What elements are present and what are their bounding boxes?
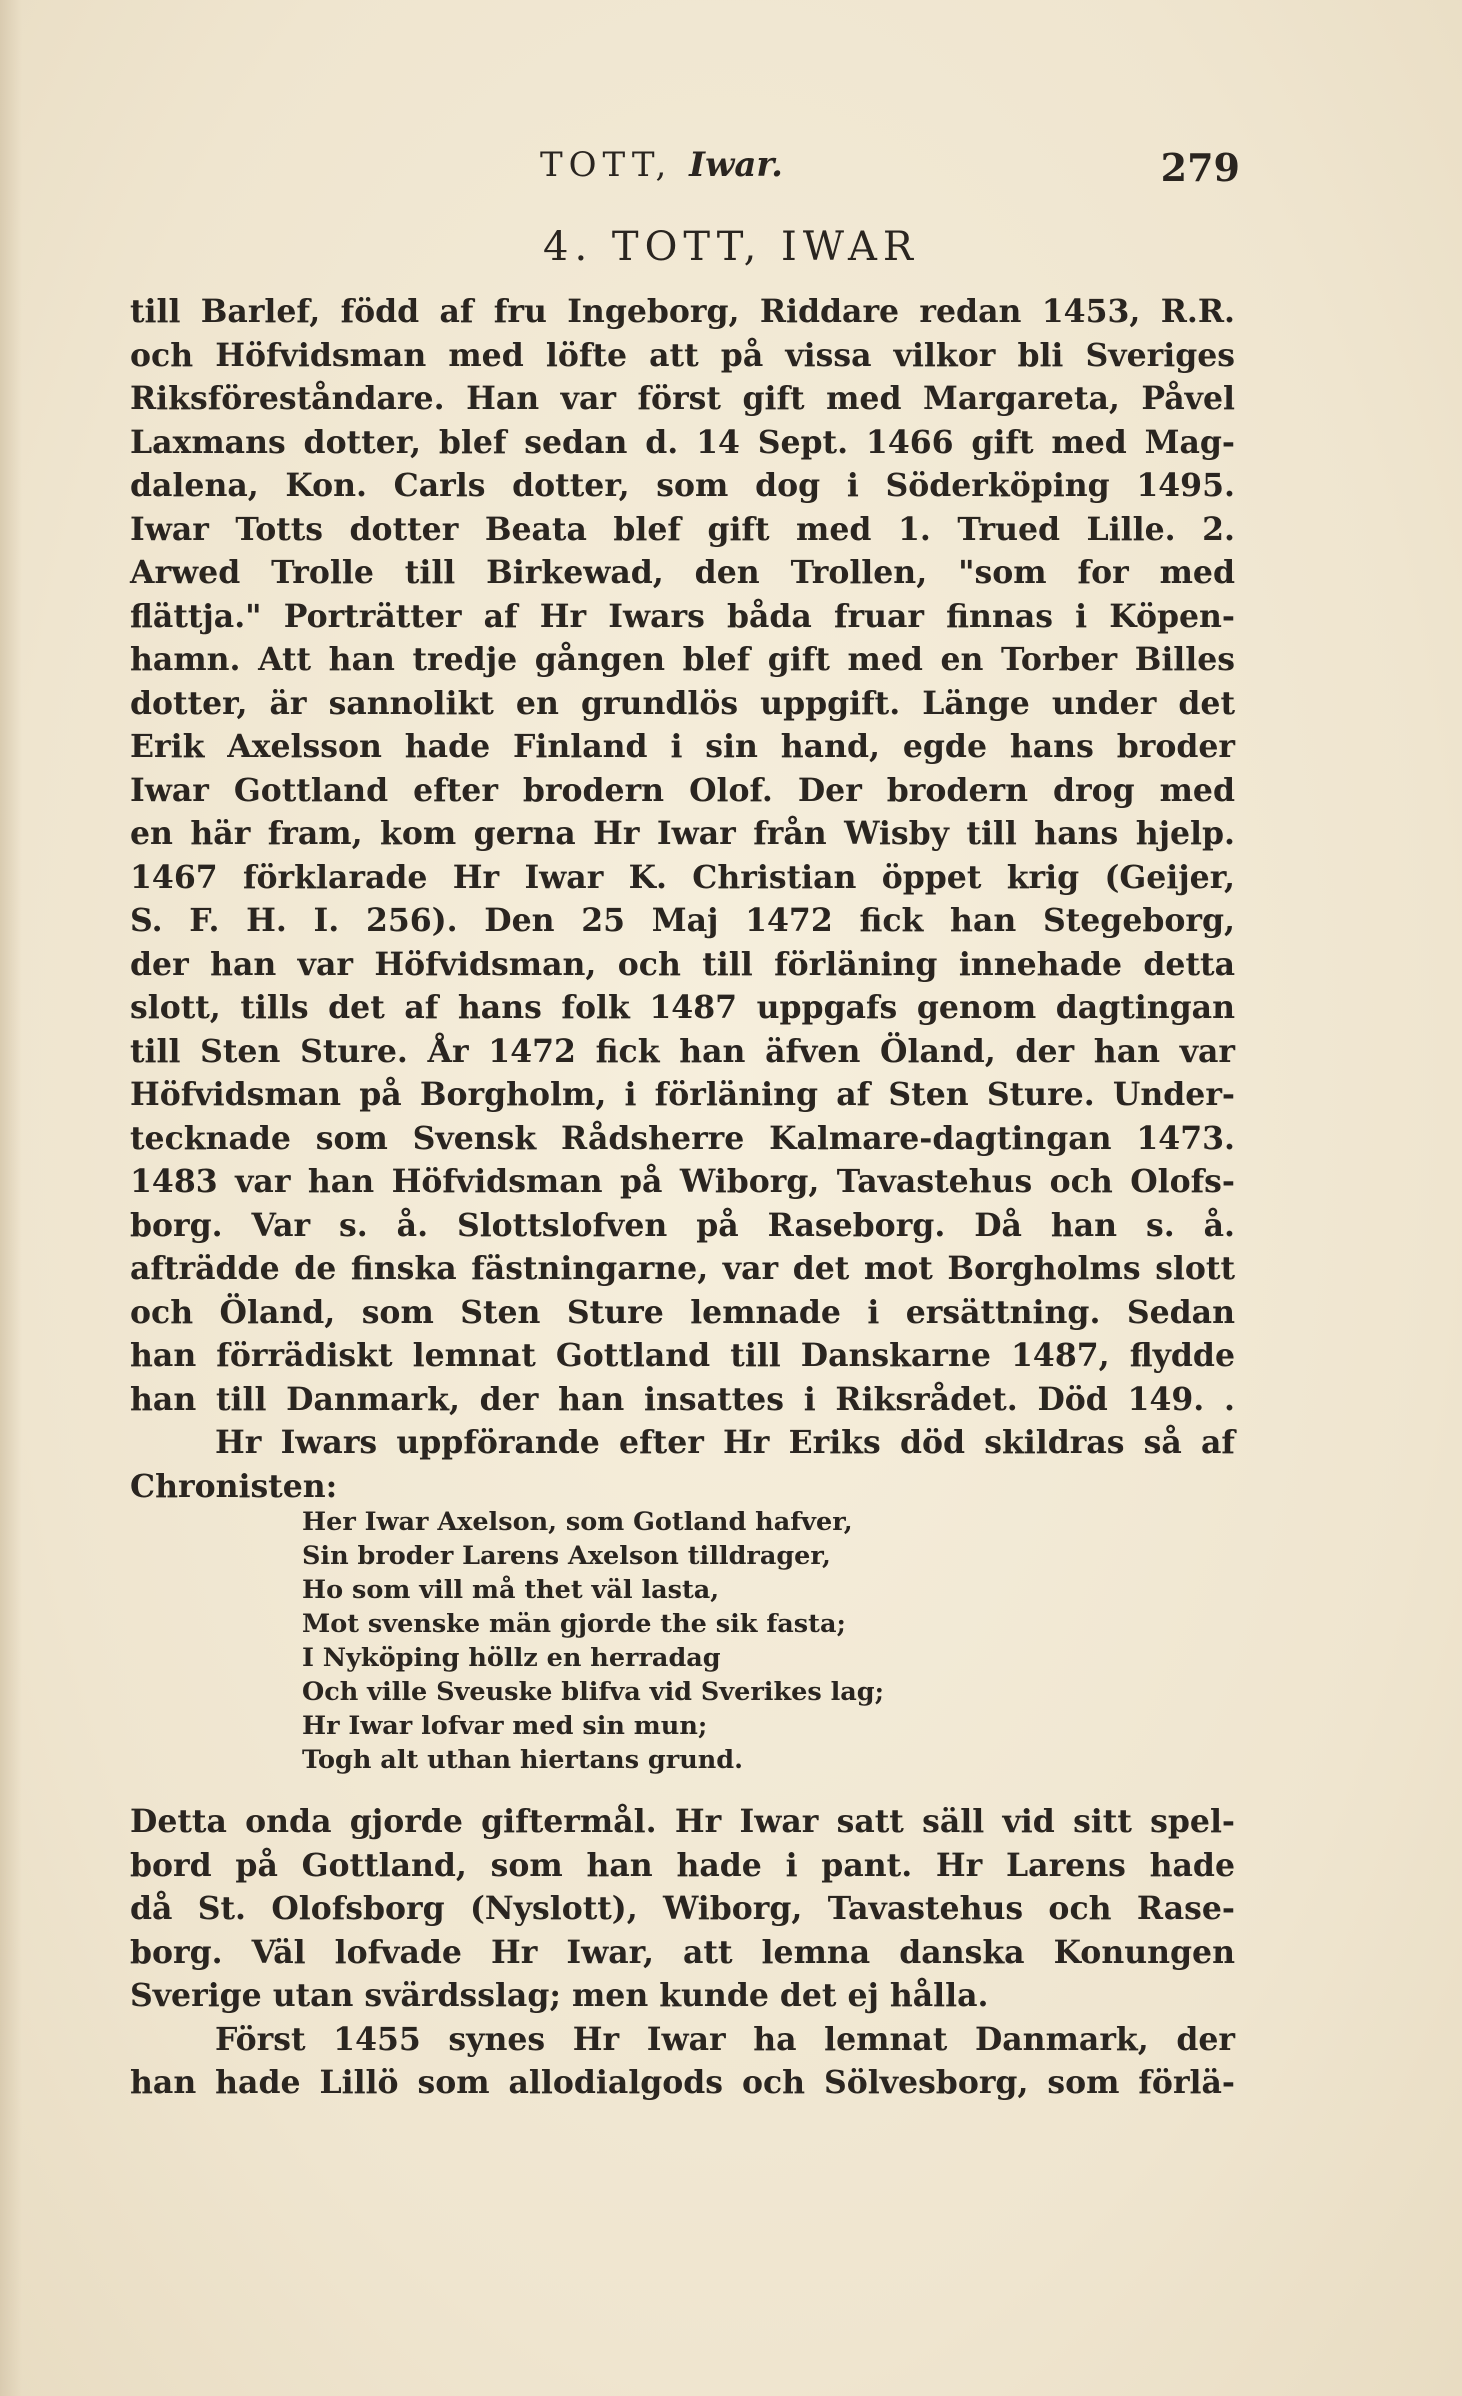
verse-line: Sin broder Larens Axelson tilldrager, [302, 1541, 831, 1571]
body-line: Erik Axelsson hade Finland i sin hand, egde hans broder [130, 728, 1235, 765]
verse-line: Togh alt uthan hiertans grund. [302, 1745, 743, 1775]
verse-line: Her Iwar Axelson, som Gotland hafver, [302, 1507, 853, 1537]
verse-line: Ho som vill må thet väl lasta, [302, 1575, 720, 1605]
body-line: Först 1455 synes Hr Iwar ha lemnat Danmark, der [215, 2020, 1235, 2058]
running-head-forename: Iwar. [689, 145, 784, 185]
verse-line: Och ville Sveuske blifva vid Sverikes lag; [302, 1677, 885, 1707]
body-line: der han var Höfvidsman, och till förläning innehade detta [130, 945, 1235, 983]
page-edge-shadow [0, 0, 22, 2396]
body-line: en här fram, kom gerna Hr Iwar från Wisby till hans hjelp. [130, 815, 1235, 852]
body-line: afträdde de finska fästningarne, var det mot Borgholms slott [130, 1250, 1235, 1287]
body-line: tecknade som Svensk Rådsherre Kalmare-dagtingan 1473. [130, 1119, 1235, 1157]
body-line: 1467 förklarade Hr Iwar K. Christian öppet krig (Geijer, [130, 858, 1235, 896]
body-line: han förrädiskt lemnat Gottland till Danskarne 1487, flydde [130, 1337, 1235, 1374]
body-line: Laxmans dotter, blef sedan d. 14 Sept. 1466 gift med Mag- [130, 423, 1235, 461]
body-line: han till Danmark, der han insattes i Riksrådet. Död 149. . [130, 1380, 1235, 1418]
body-line: och Öland, som Sten Sture lemnade i ersättning. Sedan [130, 1293, 1235, 1331]
body-line: flättja." Porträtter af Hr Iwars båda fruar finnas i Köpen- [130, 597, 1235, 635]
verse-line: I Nyköping höllz en herradag [302, 1643, 721, 1673]
body-line: Detta onda gjorde giftermål. Hr Iwar satt säll vid sitt spel- [130, 1803, 1235, 1840]
body-line: Sverige utan svärdsslag; men kunde det ej hålla. [130, 1977, 989, 2014]
body-line: Höfvidsman på Borgholm, i förläning af Sten Sture. Under- [130, 1076, 1235, 1113]
body-line: bord på Gottland, som han hade i pant. Hr Larens hade [130, 1846, 1235, 1884]
body-line: till Sten Sture. År 1472 fick han äfven Öland, der han var [130, 1032, 1235, 1070]
body-line: dotter, är sannolikt en grundlös uppgift. Länge under det [130, 684, 1235, 722]
body-line: då St. Olofsborg (Nyslott), Wiborg, Tavastehus och Rase- [130, 1890, 1235, 1927]
body-line: hamn. Att han tredje gången blef gift med en Torber Billes [130, 641, 1235, 678]
chronicle-verse [302, 1505, 884, 1777]
body-line: Riksföreståndare. Han var först gift med Margareta, Påvel [130, 380, 1235, 417]
body-line: borg. Var s. å. Slottslofven på Raseborg. Då han s. å. [130, 1206, 1235, 1244]
body-line: Iwar Totts dotter Beata blef gift med 1. Trued Lille. 2. [130, 510, 1235, 548]
entry-title: 4. TOTT, IWAR [543, 224, 919, 270]
body-line: han hade Lillö som allodialgods och Sölvesborg, som förlä- [130, 2064, 1235, 2101]
body-line: Arwed Trolle till Birkewad, den Trollen, "som for med [130, 554, 1235, 591]
body-line: Hr Iwars uppförande efter Hr Eriks död skildras så af [215, 1424, 1235, 1461]
body-line: Chronisten: [130, 1467, 338, 1505]
body-line: till Barlef, född af fru Ingeborg, Riddare redan 1453, R.R. [130, 293, 1235, 330]
body-line: S. F. H. I. 256). Den 25 Maj 1472 fick han Stegeborg, [130, 902, 1235, 939]
running-head [540, 145, 783, 185]
entry-body [130, 290, 1235, 1508]
body-line: dalena, Kon. Carls dotter, som dog i Söderköping 1495. [130, 467, 1235, 504]
entry-continuation [130, 1800, 1235, 2105]
body-line: slott, tills det af hans folk 1487 uppgafs genom dagtingan [130, 989, 1235, 1026]
page-number: 279 [1160, 145, 1240, 190]
body-line: borg. Väl lofvade Hr Iwar, att lemna danska Konungen [130, 1933, 1235, 1971]
body-line: 1483 var han Höfvidsman på Wiborg, Tavastehus och Olofs- [130, 1163, 1235, 1200]
verse-line: Hr Iwar lofvar med sin mun; [302, 1711, 708, 1741]
verse-line: Mot svenske män gjorde the sik fasta; [302, 1609, 846, 1639]
running-head-surname: TOTT, [540, 145, 673, 185]
page-header [130, 145, 1240, 195]
body-line: och Höfvidsman med löfte att på vissa vilkor bli Sveriges [130, 336, 1235, 374]
body-line: Iwar Gottland efter brodern Olof. Der brodern drog med [130, 771, 1235, 809]
